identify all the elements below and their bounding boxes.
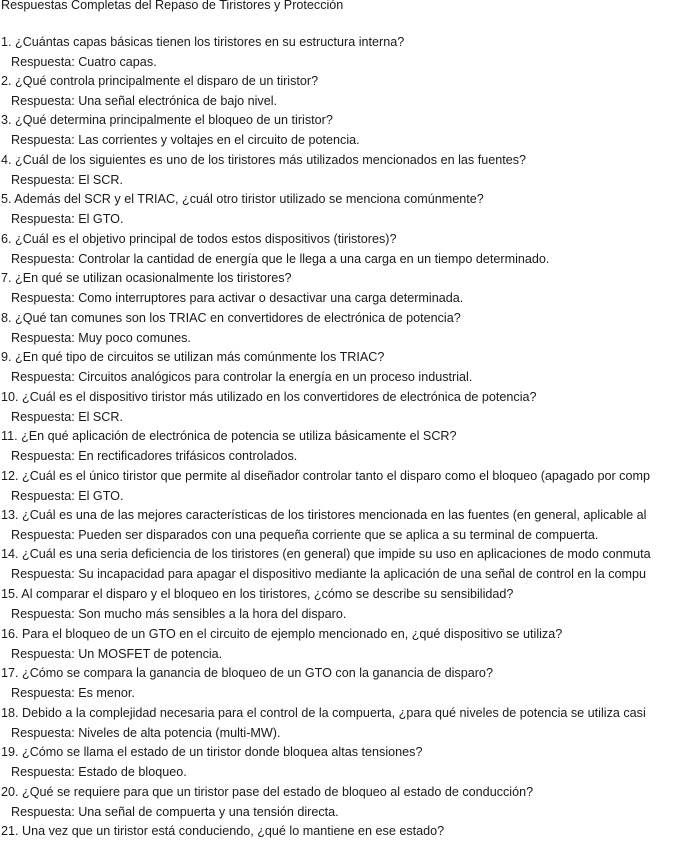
qa-item-5 (1, 190, 484, 229)
question-2: 2. ¿Qué controla principalmente el disparo de un tiristor? (1, 74, 319, 88)
answer-20: Respuesta: Una señal de compuerta y una tensión directa. (11, 804, 339, 819)
qa-item-21 (1, 822, 444, 842)
question-18: 18. Debido a la complejidad necesaria para el control de la compuerta, ¿para qué niveles de potencia se utiliza casi (1, 706, 646, 720)
question-11: 11. ¿En qué aplicación de electrónica de potencia se utiliza básicamente el SCR? (1, 429, 457, 443)
question-5: 5. Además del SCR y el TRIAC, ¿cuál otro tiristor utilizado se menciona comúnmente? (1, 192, 484, 206)
question-9: 9. ¿En qué tipo de circuitos se utilizan más comúnmente los TRIAC? (1, 350, 385, 364)
question-4: 4. ¿Cuál de los siguientes es uno de los tiristores más utilizados mencionados en las fuentes? (1, 153, 527, 167)
qa-item-3 (1, 111, 360, 150)
qa-item-19 (1, 743, 422, 782)
question-16: 16. Para el bloqueo de un GTO en el circuito de ejemplo mencionado en, ¿qué dispositivo se utiliza? (1, 627, 563, 641)
question-15: 15. Al comparar el disparo y el bloqueo en los tiristores, ¿cómo se describe su sensibilidad? (1, 587, 514, 601)
qa-item-20 (1, 783, 533, 822)
question-12: 12. ¿Cuál es el único tiristor que permite al diseñador controlar tanto el disparo como el bloqueo (apagado por comp (1, 469, 650, 483)
qa-item-7 (1, 269, 463, 308)
qa-item-11 (1, 427, 457, 466)
question-8: 8. ¿Qué tan comunes son los TRIAC en convertidores de electrónica de potencia? (1, 311, 461, 325)
qa-item-15 (1, 585, 513, 624)
question-7: 7. ¿En qué se utilizan ocasionalmente los tiristores? (1, 271, 292, 285)
answer-7: Respuesta: Como interruptores para activar o desactivar una carga determinada. (11, 290, 464, 305)
answer-6: Respuesta: Controlar la cantidad de energía que le llega a una carga en un tiempo determinado. (11, 251, 550, 266)
qa-item-18 (1, 704, 646, 743)
question-1: 1. ¿Cuántas capas básicas tienen los tiristores en su estructura interna? (1, 35, 405, 49)
question-21: 21. Una vez que un tiristor está conduciendo, ¿qué lo mantiene en ese estado? (1, 824, 445, 838)
answer-8: Respuesta: Muy poco comunes. (11, 330, 191, 345)
question-13: 13. ¿Cuál es una de las mejores características de los tiristores mencionada en las fuentes (en general, aplicable al (1, 508, 647, 522)
answer-3: Respuesta: Las corrientes y voltajes en el circuito de potencia. (11, 132, 360, 147)
qa-item-13 (1, 506, 646, 545)
qa-item-9 (1, 348, 472, 387)
answer-14: Respuesta: Su incapacidad para apagar el dispositivo mediante la aplicación de una señal de control en la compu (11, 566, 646, 581)
answer-1: Respuesta: Cuatro capas. (11, 54, 157, 69)
qa-item-16 (1, 625, 562, 664)
answer-11: Respuesta: En rectificadores trifásicos controlados. (11, 448, 298, 463)
qa-item-4 (1, 151, 526, 190)
qa-item-2 (1, 72, 318, 111)
qa-item-10 (1, 388, 537, 427)
question-10: 10. ¿Cuál es el dispositivo tiristor más utilizado en los convertidores de electrónica de potencia? (1, 390, 537, 404)
qa-item-12 (1, 467, 650, 506)
question-3: 3. ¿Qué determina principalmente el bloqueo de un tiristor? (1, 113, 333, 127)
answer-10: Respuesta: El SCR. (11, 409, 123, 424)
question-17: 17. ¿Cómo se compara la ganancia de bloqueo de un GTO con la ganancia de disparo? (1, 666, 493, 680)
qa-item-14 (1, 545, 651, 584)
question-20: 20. ¿Qué se requiere para que un tiristor pase del estado de bloqueo al estado de conducción? (1, 785, 534, 799)
qa-item-17 (1, 664, 493, 703)
answer-2: Respuesta: Una señal electrónica de bajo nivel. (11, 93, 278, 108)
question-19: 19. ¿Cómo se llama el estado de un tiristor donde bloquea altas tensiones? (1, 745, 423, 759)
qa-item-1 (1, 33, 404, 72)
answer-5: Respuesta: El GTO. (11, 211, 124, 226)
answer-18: Respuesta: Niveles de alta potencia (multi-MW). (11, 725, 281, 740)
answer-13: Respuesta: Pueden ser disparados con una pequeña corriente que se aplica a su terminal de compuerta. (11, 527, 599, 542)
answer-4: Respuesta: El SCR. (11, 172, 123, 187)
qa-item-6 (1, 230, 549, 269)
qa-item-8 (1, 309, 461, 348)
answer-12: Respuesta: El GTO. (11, 488, 124, 503)
answer-9: Respuesta: Circuitos analógicos para controlar la energía en un proceso industrial. (11, 369, 473, 384)
answer-16: Respuesta: Un MOSFET de potencia. (11, 646, 223, 661)
answer-19: Respuesta: Estado de bloqueo. (11, 764, 187, 779)
question-14: 14. ¿Cuál es una seria deficiencia de los tiristores (en general) que impide su uso en aplicaciones de modo conmuta (1, 547, 651, 561)
document-title: Respuestas Completas del Repaso de Tiristores y Protección (1, 0, 344, 12)
answer-17: Respuesta: Es menor. (11, 685, 135, 700)
answer-15: Respuesta: Son mucho más sensibles a la hora del disparo. (11, 606, 347, 621)
question-6: 6. ¿Cuál es el objetivo principal de todos estos dispositivos (tiristores)? (1, 232, 397, 246)
